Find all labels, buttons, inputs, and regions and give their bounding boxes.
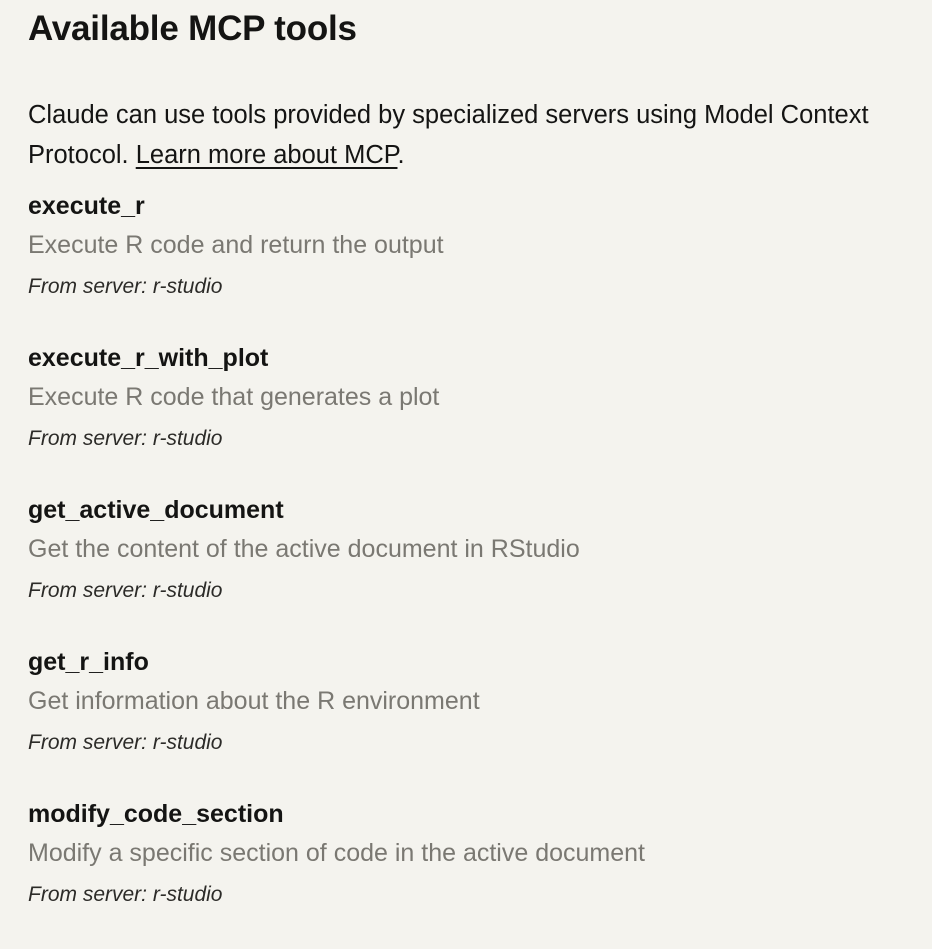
tool-description: Modify a specific section of code in the active document xyxy=(28,839,645,867)
tool-server: From server: r-studio xyxy=(28,427,223,450)
tool-item xyxy=(28,341,904,493)
tool-item xyxy=(28,493,904,645)
tool-list xyxy=(28,189,904,949)
tool-name: get_r_info xyxy=(28,648,149,676)
tool-item xyxy=(28,645,904,797)
panel-title: Available MCP tools xyxy=(28,9,357,48)
tool-server: From server: r-studio xyxy=(28,883,223,906)
tool-name: get_active_document xyxy=(28,496,284,524)
tool-description: Get information about the R environment xyxy=(28,687,480,715)
tool-item xyxy=(28,797,904,949)
tool-server: From server: r-studio xyxy=(28,275,223,298)
tool-name: modify_code_section xyxy=(28,800,284,828)
learn-more-link[interactable]: Learn more about MCP xyxy=(135,141,398,169)
tool-name: execute_r_with_plot xyxy=(28,344,269,372)
tool-description: Execute R code and return the output xyxy=(28,231,444,259)
tool-description: Execute R code that generates a plot xyxy=(28,383,440,411)
tool-server: From server: r-studio xyxy=(28,731,223,754)
intro-text: Claude can use tools provided by specialized servers using Model Context Protocol. xyxy=(28,101,869,169)
intro-suffix: . xyxy=(397,141,405,169)
tool-item xyxy=(28,189,904,341)
tool-description: Get the content of the active document in RStudio xyxy=(28,535,580,563)
intro-paragraph xyxy=(28,95,898,175)
tool-server: From server: r-studio xyxy=(28,579,223,602)
tool-name: execute_r xyxy=(28,192,145,220)
